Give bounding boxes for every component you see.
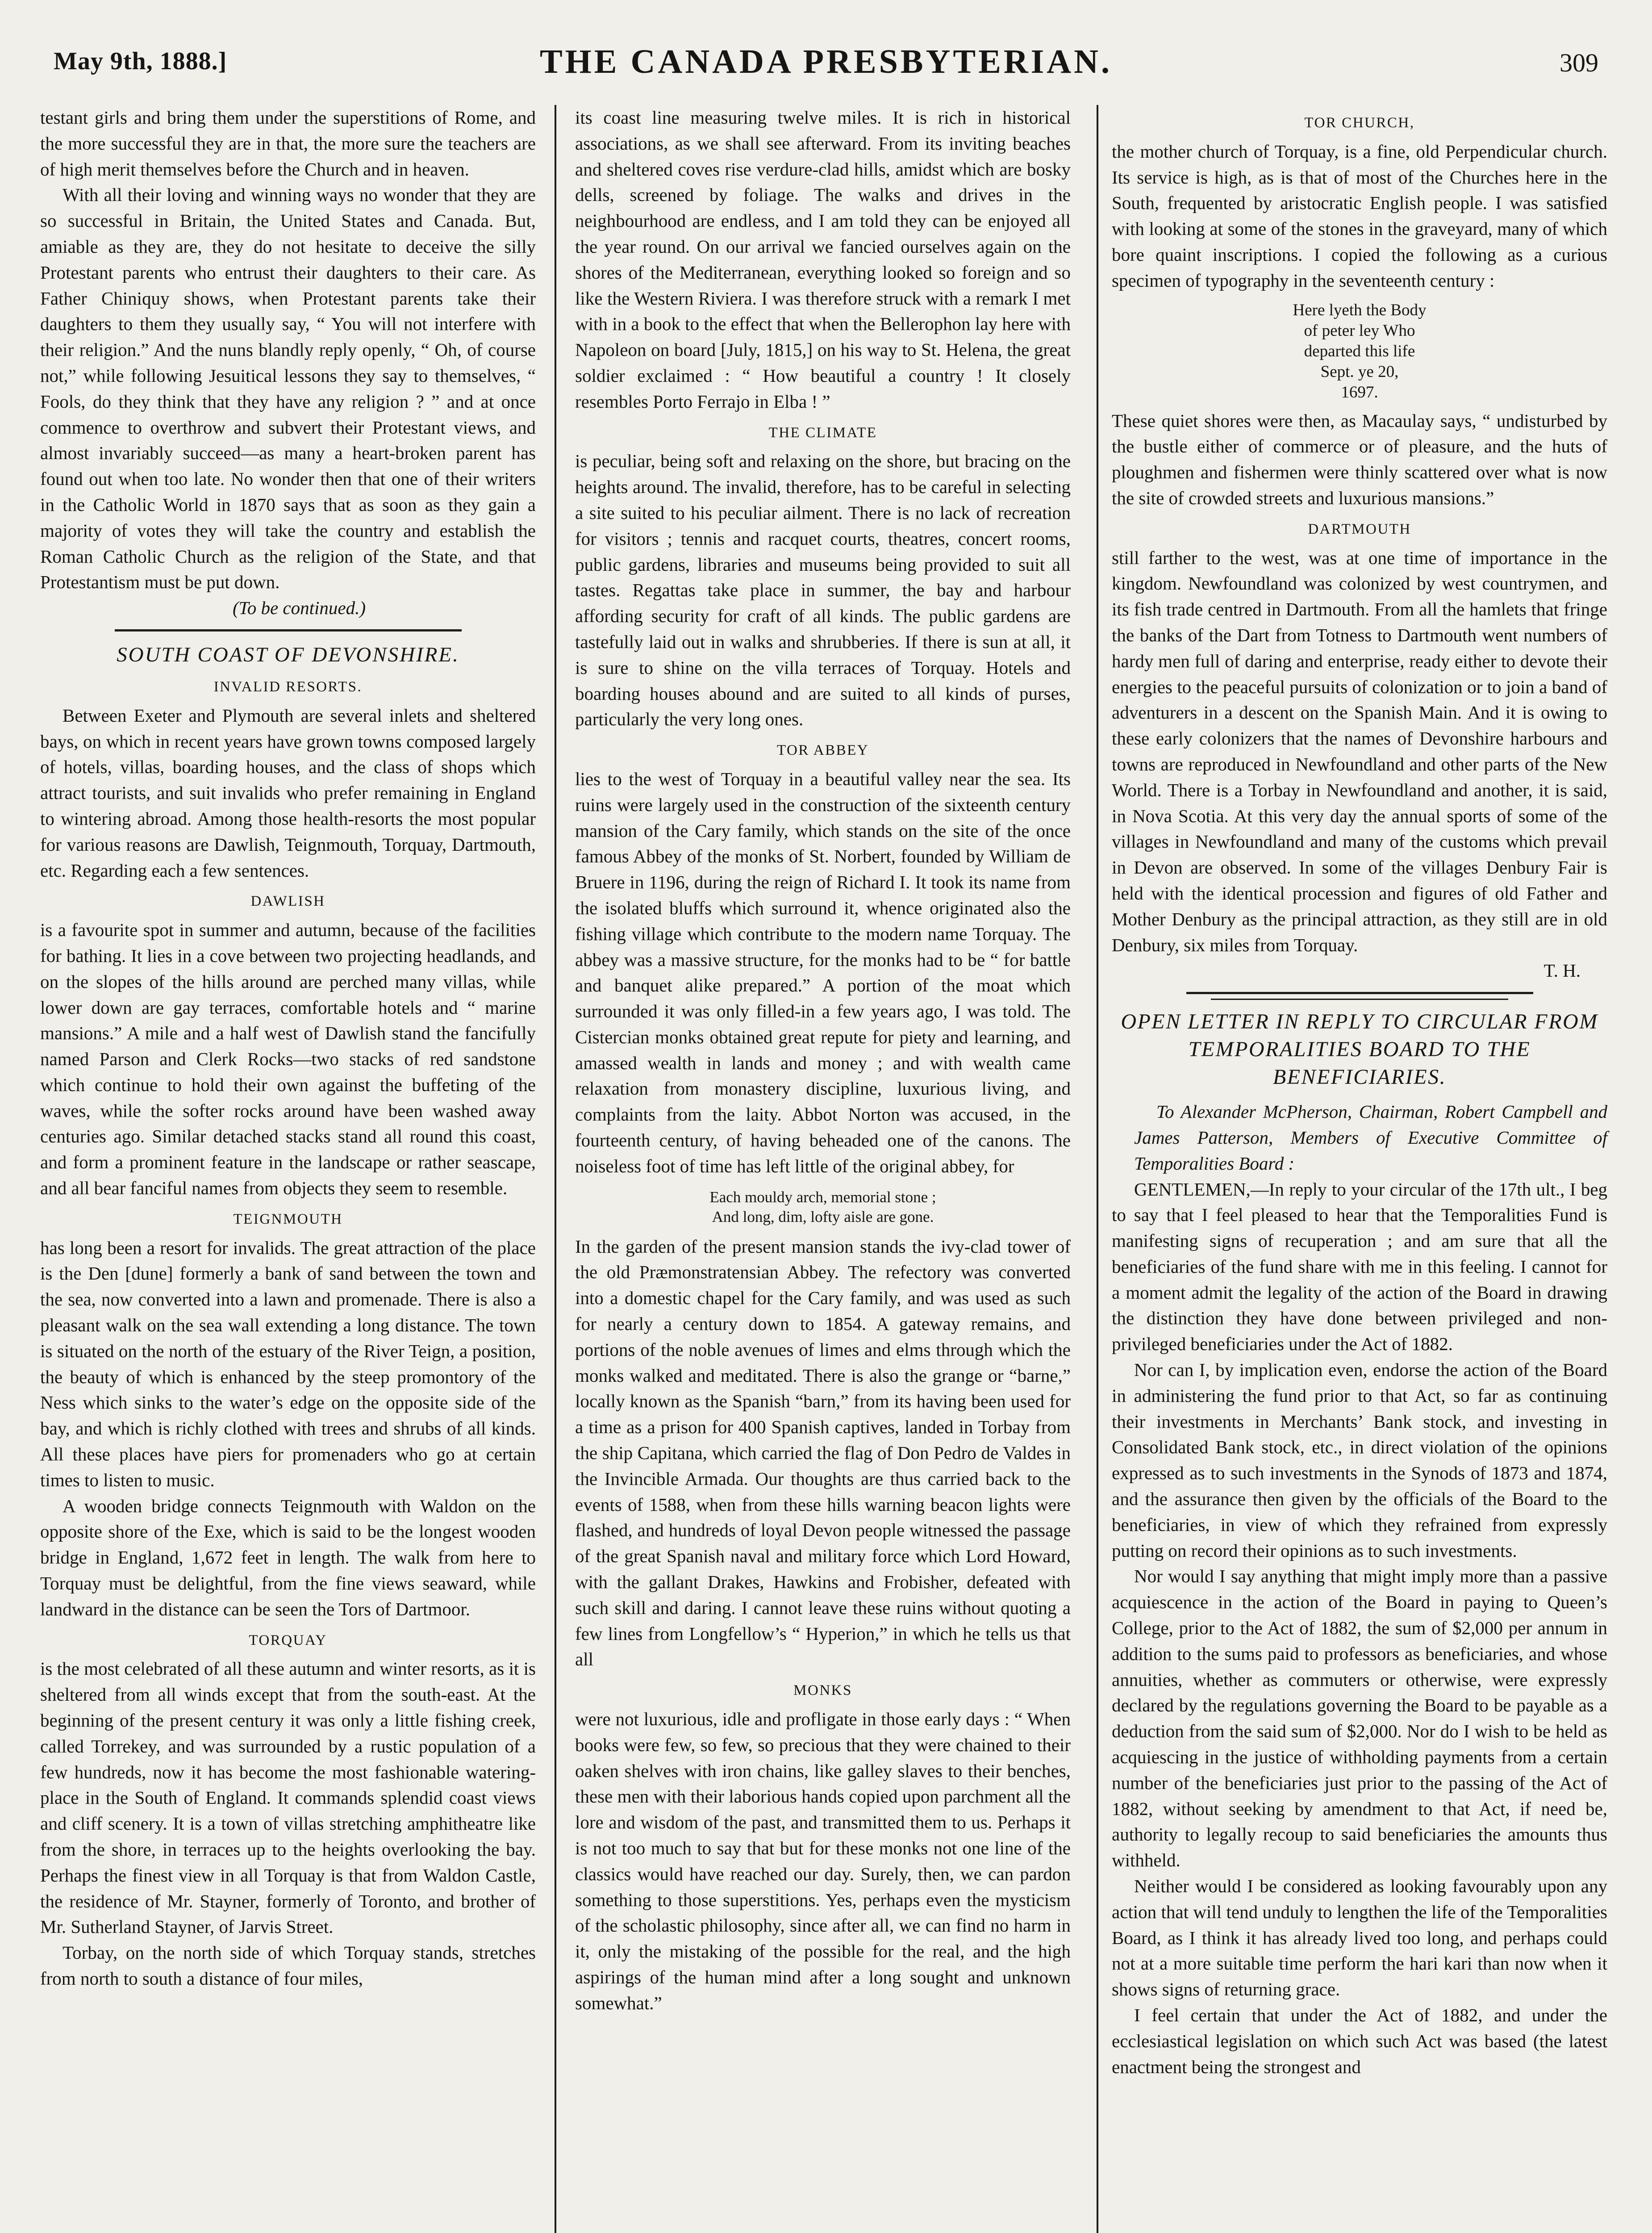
author-signature <box>1112 958 1607 984</box>
paragraph: With all their loving and winning ways no wonder that they are so successful in Britain, the United States and Canada. But, amiable as they are, they do not hesitate to deceive the silly Protestant parents who entrust their daughters to their care. As Father Chiniquy shows, when Protestant parents take their daughters to them they usually say, “ You will not interfere with their religion.” And the nuns blandly reply openly, “ Oh, of course not,” while following Jesuitical lessons they say to themselves, “ Fools, do they think that they have any religion ? ” and at once commence to overthrow and subvert their Protestant views, and almost invariably succeed—as many a heart-broken parent has found out when too late. No wonder then that one of their writers in the Catholic World in 1870 says that as soon as they gain a majority of votes they will take the country and establish the Roman Catholic Church as the religion of the State, and that Protestantism must be put down. <box>40 184 536 593</box>
epitaph-line: departed this life <box>1304 342 1415 360</box>
article-headline: OPEN LETTER IN REPLY TO CIRCULAR FROM TEMPORALITIES BOARD TO THE BENEFICIARIES. <box>1121 1010 1598 1089</box>
paragraph: Neither would I be considered as looking favourably upon any action that will tend unduly to lengthen the life of the Temporalities Board, as I think it has already lived too long, and perhaps could not at a more suitable time perform the hari kari than now when it shows signs of returning grace. <box>1112 1876 1607 2000</box>
column-divider-right <box>1097 105 1098 2233</box>
paragraph: were not luxurious, idle and profligate in those early days : “ When books were few, so few, so precious that they were chained to their oaken shelves with iron chains, like galley slaves to their benches, these men with their laborious hands copied upon parchment all the lore and wisdom of the past, and transmitted them to us. Perhaps it is not too much to say that but for these monks not one line of the classics would have reached our day. Surely, then, we can pardon something to those superstitions. Yes, perhaps even the mysticism of the scholastic philosophy, since after all, we can find no harm in it, only the mistaking of the possible for the real, and the high aspirings of the human mind after a long sought and unknown somewhat.” <box>575 1709 1071 2013</box>
paragraph: I feel certain that under the Act of 1882, and under the ecclesiastical legislation on which such Act was based (the latest enactment being the strongest and <box>1112 2005 1607 2077</box>
article-divider-thin <box>1211 999 1508 1000</box>
paragraph: Between Exeter and Plymouth are several inlets and sheltered bays, on which in recent years have grown towns composed largely of hotels, villas, boarding houses, and the class of shops which attract tourists, and suit invalids who prefer remaining in England to wintering abroad. Among those health-resorts the most popular for various reasons are Dawlish, Teignmouth, Torquay, Dartmouth, etc. Regarding each a few sentences. <box>40 705 536 881</box>
paragraph: its coast line measuring twelve miles. It is rich in historical associations, as we shall see afterward. From its inviting beaches and sheltered coves rise verdure-clad hills, amidst which are bosky dells, screened by foliage. The walks and drives in the neighbourhood are endless, and I am told they can be enjoyed all the year round. On our arrival we fancied ourselves again on the shores of the Mediterranean, everything looked so foreign and so like the Western Riviera. I was therefore struck with a remark I met with in a book to the effect that when the Bellerophon lay here with Napoleon on board [July, 1815,] on his way to St. Helena, the great soldier exclaimed : “ How beautiful a country ! It closely resembles Porto Ferrajo in Elba ! ” <box>575 107 1071 412</box>
section-heading: MONKS <box>793 1682 852 1699</box>
issue-date: May 9th, 1888.] <box>54 47 227 75</box>
epitaph-line: Here lyeth the Body <box>1293 301 1427 319</box>
article-headline: SOUTH COAST OF DEVONSHIRE. <box>117 643 459 666</box>
column-2 <box>575 105 1071 2016</box>
signature-initials: T. H. <box>1544 960 1581 981</box>
paragraph: still farther to the west, was at one time of importance in the kingdom. Newfoundland was colonized by west countrymen, and its fish trade centred in Dartmouth. From all the hamlets that fringe the banks of the Dart from Totness to Dartmouth went numbers of hardy men full of daring and enterprise, ready either to devote their energies to the peaceful pursuits of colonization or to join a band of adventurers in a descent on the Spanish Main. And it is owing to these early colonizers that the names of Devonshire harbours and towns are reproduced in Newfoundland and other parts of the New World. There is a Torbay in Newfoundland and another, it is said, in Nova Scotia. At this very day the annual sports of some of the villages in Newfoundland and many of the customs which prevail in Devon are observed. In some of the villages Denbury Fair is held with the identical procession and figures of old Father and Mother Denbury as the principal attraction, as they still are in old Denbury, six miles from Torquay. <box>1112 547 1607 955</box>
poem-quote <box>575 1188 1071 1227</box>
paragraph: has long been a resort for invalids. The great attraction of the place is the Den [dune] formerly a bank of sand between the town and the sea, now converted into a lawn and promenade. There is also a pleasant walk on the sea wall extending a long distance. The town is situated on the north of the estuary of the River Teign, a position, the beauty of which is enhanced by the steep promontory of the Ness which sinks to the water’s edge on the opposite side of the bay, and which is richly clothed with trees and shrubs of all kinds. All these places have piers for promenaders who go at certain times to listen to music. <box>40 1237 536 1490</box>
paragraph: Nor can I, by implication even, endorse the action of the Board in administering the fund prior to that Act, so far as continuing their investments in Merchants’ Bank stock, and investing in Consolidated Bank stock, etc., in direct violation of the opinions expressed as to such investments in the Synods of 1873 and 1874, and the assurance then given by the officials of the Board to the beneficiaries, in view of which they refrained from expressly putting on record their opinions as to such investments. <box>1112 1359 1607 1561</box>
epitaph-line: Sept. ye 20, <box>1320 362 1399 381</box>
paragraph: These quiet shores were then, as Macaulay says, “ undisturbed by the bustle either of commerce or of pleasure, and the huts of ploughmen and fishermen were thinly scattered over what is now the site of crowded streets and luxurious mansions.” <box>1112 410 1607 508</box>
section-heading: TOR ABBEY <box>776 742 869 759</box>
article-divider <box>115 629 462 631</box>
epitaph-line: 1697. <box>1341 383 1378 401</box>
section-heading: TOR CHURCH, <box>1304 115 1415 131</box>
paragraph: is peculiar, being soft and relaxing on the shore, but bracing on the heights around. The invalid, therefore, has to be careful in selecting a site suited to his peculiar ailment. There is no lack of recreation for visitors ; tennis and racquet courts, theatres, concert rooms, public gardens, libraries and museums being provided to suit all tastes. Regattas take place in summer, the bay and harbour affording security for craft of all kinds. The public gardens are tastefully laid out in walks and shrubberies. If there is sun at all, it is sure to shine on the villa terraces of Torquay. Hotels and boarding houses abound and are suited to all kinds of purses, particularly the very long ones. <box>575 451 1071 730</box>
newspaper-title: THE CANADA PRESBYTERIAN. <box>539 43 1113 80</box>
section-heading: DARTMOUTH <box>1308 521 1411 537</box>
poem-line: Each mouldy arch, memorial stone ; <box>709 1188 936 1206</box>
page-number: 309 <box>1560 48 1598 77</box>
paragraph: A wooden bridge connects Teignmouth with Waldon on the opposite shore of the Exe, which is said to be the longest wooden bridge in England, 1,672 feet in length. The walk from here to Torquay must be delightful, from the fine views seaward, while landward in the distance can be seen the Tors of Dartmoor. <box>40 1495 536 1619</box>
page-header <box>54 42 1598 96</box>
paragraph: testant girls and bring them under the superstitions of Rome, and the more successful they are in that, the more sure the teachers are of high merit themselves before the Church and in heaven. <box>40 107 536 180</box>
continued-note: (To be continued.) <box>233 598 366 619</box>
paragraph: the mother church of Torquay, is a fine, old Perpendicular church. Its service is high, as is that of most of the Churches here in the South, frequented by aristocratic English people. I was satisfied with looking at some of the stones in the graveyard, many of which bore quaint inscriptions. I copied the following as a curious specimen of typography in the seventeenth century : <box>1112 141 1607 291</box>
epitaph-inscription <box>1112 300 1607 403</box>
section-heading: DAWLISH <box>250 893 325 910</box>
paragraph: In the garden of the present mansion stands the ivy-clad tower of the old Præmonstratensian Abbey. The refectory was converted into a domestic chapel for the Cary family, and was used as such for nearly a century down to 1854. A gateway remains, and portions of the noble avenues of limes and elms through which the monks walked and meditated. There is also the grange or “barne,” locally known as the Spanish “barn,” from its having been used for a time as a prison for 400 Spanish captives, landed in Torbay from the ship Capitana, which carried the flag of Don Pedro de Valdes in the Invincible Armada. Our thoughts are thus carried back to the events of 1588, when from these hills warning beacon lights were flashed, and hundreds of loyal Devon people witnessed the passage of the great Spanish naval and military force which Lord Howard, with the gallant Drakes, Hawkins and Frobisher, defeated with such skill and daring. I cannot leave these ruins without quoting a few lines from Longfellow’s “ Hyperion,” in which he tells us that all <box>575 1236 1071 1670</box>
section-heading: TEIGNMOUTH <box>233 1211 343 1227</box>
column-3 <box>1112 105 1607 2080</box>
paragraph: GENTLEMEN,—In reply to your circular of the 17th ult., I beg to say that I feel pleased to hear that the Temporalities Fund is manifesting signs of recuperation ; and am sure that all the beneficiaries of the fund share with me in this feeling. I cannot for a moment admit the legality of the action of the Board in drawing the distinction they have done between privileged and non-privileged beneficiaries under the Act of 1882. <box>1112 1179 1607 1355</box>
section-heading: TORQUAY <box>249 1632 327 1648</box>
letter-address: To Alexander McPherson, Chairman, Robert Campbell and James Patterson, Members of Executive Committee of Temporalities Board : <box>1134 1101 1607 1174</box>
section-heading: INVALID RESORTS. <box>213 678 363 695</box>
section-heading: THE CLIMATE <box>768 424 877 441</box>
column-1 <box>40 105 536 1992</box>
epitaph-line: of peter ley Who <box>1304 321 1415 340</box>
paragraph: is a favourite spot in summer and autumn, because of the facilities for bathing. It lies in a cove between two projecting headlands, and on the slopes of the hills around are perched many villas, while lower down are gay terraces, comfortable hotels and “ marine mansions.” A mile and a half west of Dawlish stand the fancifully named Parson and Clerk Rocks—two stacks of red sandstone which continue to hold their own against the buffeting of the waves, while the softer rocks around have been washed away centuries ago. Similar detached stacks stand all round this coast, and form a prominent feature in the landscape or rather seascape, and all bear fanciful names from objects they seem to resemble. <box>40 920 536 1199</box>
paragraph: Torbay, on the north side of which Torquay stands, stretches from north to south a distance of four miles, <box>40 1942 536 1989</box>
paragraph: is the most celebrated of all these autumn and winter resorts, as it is sheltered from all winds except that from the south-east. At the beginning of the present century it was only a little fishing creek, called Torrekey, and was surrounded by a rustic population of a few hundreds, now it has become the most fashionable watering-place in the South of England. It commands splendid coast views and cliff scenery. It is a town of villas stretching amphitheatre like from the shore, in terraces up to the heights overlooking the bay. Perhaps the finest view in all Torquay is that from Waldon Castle, the residence of Mr. Stayner, formerly of Toronto, and brother of Mr. Sutherland Stayner, of Jarvis Street. <box>40 1658 536 1937</box>
poem-line: And long, dim, lofty aisle are gone. <box>712 1208 934 1225</box>
article-divider <box>1186 992 1533 994</box>
paragraph: lies to the west of Torquay in a beautiful valley near the sea. Its ruins were largely used in the construction of the sixteenth century mansion of the Cary family, which stands on the site of the once famous Abbey of the monks of St. Norbert, founded by William de Bruere in 1196, during the reign of Richard I. It took its name from the isolated bluffs which surround it, whence originated also the fishing village which contribute to the modern name Torquay. The abbey was a massive structure, for the monks had to be “ for battle and banquet alike prepared.” A portion of the moat which surrounded it was only filled-in a few years ago, I was told. The Cistercian monks obtained great repute for piety and learning, and amassed wealth in lands and money ; and with wealth came relaxation from monastery discipline, luxurious living, and complaints from the laity. Abbot Norton was accused, in the fourteenth century, of having beheaded one of the canons. The noiseless foot of time has left little of the original abbey, for <box>575 768 1071 1176</box>
paragraph: Nor would I say anything that might imply more than a passive acquiescence in the action of the Board in paying to Queen’s College, prior to the Act of 1882, the sum of $2,000 per annum in addition to the sums paid to professors as beneficiaries, and whose annuities, whether as commuters or otherwise, were expressly declared by the regulations governing the Board to be payable as a deduction from the said sum of $2,000. Nor do I wish to be held as acquiescing in the justice of withholding payments from a certain number of the beneficiaries just prior to the passing of the Act of 1882, without seeking by amendment to that Act, if need be, authority to legally recoup to said beneficiaries the amounts thus withheld. <box>1112 1566 1607 1871</box>
column-divider-left <box>555 105 556 2233</box>
